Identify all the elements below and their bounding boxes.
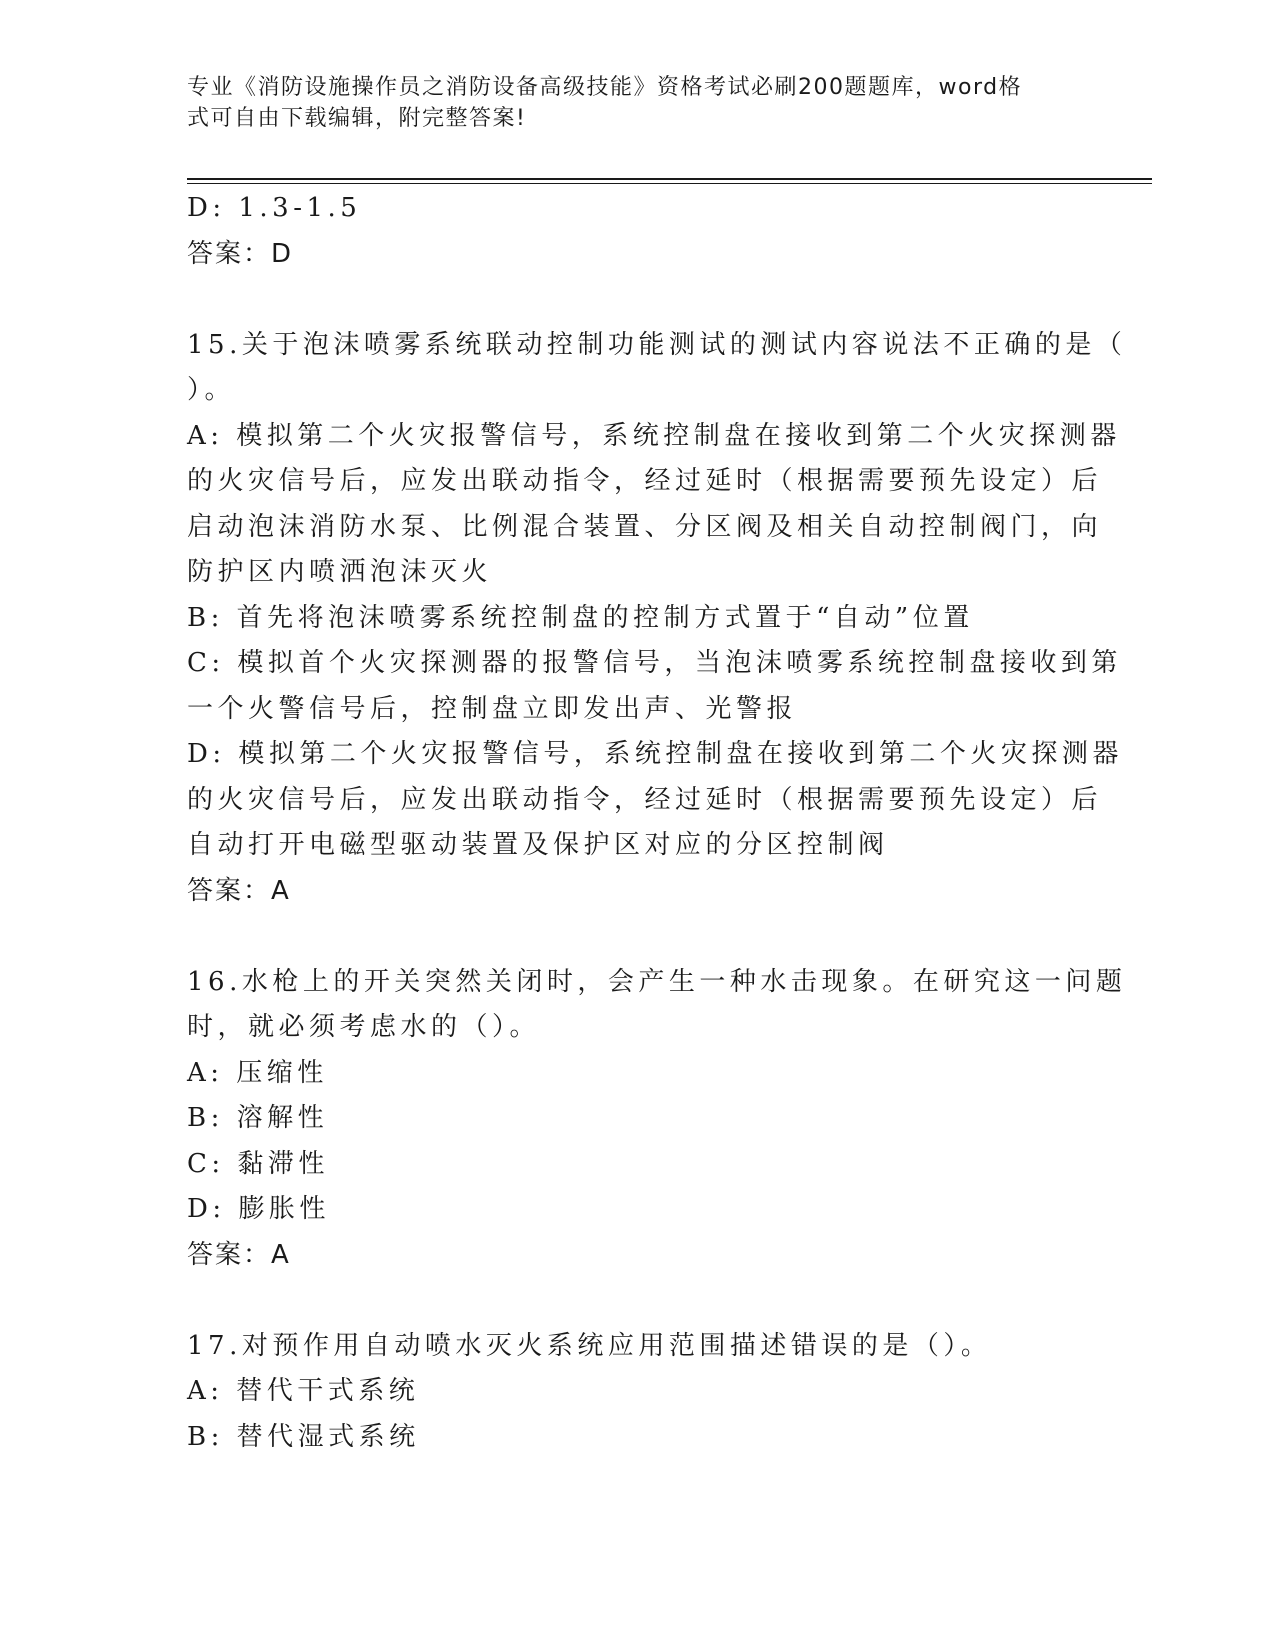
spacer: [187, 277, 1067, 323]
q15-option-a-line-1: A: 模拟第二个火灾报警信号，系统控制盘在接收到第二个火灾探测器: [187, 420, 1121, 451]
question-17: [187, 1324, 1067, 1461]
q15-answer: 答案：A: [187, 875, 291, 906]
q15-option-c-line-2: 一个火警信号后，控制盘立即发出声、光警报: [187, 693, 798, 724]
question-15: [187, 323, 1127, 915]
q17-stem: 17.对预作用自动喷水灭火系统应用范围描述错误的是（）。: [187, 1330, 992, 1361]
q16-option-d: D: 膨胀性: [187, 1194, 330, 1224]
header-line-1: 专业《消防设施操作员之消防设备高级技能》资格考试必刷200题题库，word格: [187, 75, 1023, 100]
header-line-2: 式可自由下载编辑，附完整答案!: [187, 106, 527, 131]
q17-option-a: A: 替代干式系统: [187, 1376, 420, 1406]
q15-option-a-line-2: 的火灾信号后，应发出联动指令，经过延时（根据需要预先设定）后: [187, 466, 1103, 496]
question-16: [187, 960, 1127, 1279]
q16-stem-line-1: 16.水枪上的开关突然关闭时，会产生一种水击现象。在研究这一问题: [187, 966, 1127, 997]
prev-answer: 答案：D: [187, 238, 294, 269]
spacer: [187, 914, 1067, 960]
header-divider-thin: [187, 183, 1152, 184]
q15-option-a-line-4: 防护区内喷洒泡沫灭火: [187, 557, 493, 587]
q16-option-a: A: 压缩性: [187, 1057, 328, 1088]
q15-stem-line-2: ）。: [187, 375, 236, 405]
q15-stem-line-1: 15.关于泡沫喷雾系统联动控制功能测试的测试内容说法不正确的是（: [187, 329, 1127, 360]
q15-option-a-line-3: 启动泡沫消防水泵、比例混合装置、分区阀及相关自动控制阀门，向: [187, 511, 1103, 542]
q15-option-b: B: 首先将泡沫喷雾系统控制盘的控制方式置于“自动”位置: [187, 602, 974, 633]
q15-option-d-line-3: 自动打开电磁型驱动装置及保护区对应的分区控制阀: [187, 830, 889, 860]
q15-option-d-line-1: D: 模拟第二个火灾报警信号，系统控制盘在接收到第二个火灾探测器: [187, 739, 1123, 769]
q16-answer: 答案：A: [187, 1239, 291, 1270]
spacer: [187, 1278, 1067, 1324]
q15-option-c-line-1: C: 模拟首个火灾探测器的报警信号，当泡沫喷雾系统控制盘接收到第: [187, 648, 1122, 678]
question-content: [187, 186, 1127, 1460]
prev-option-d: D: 1.3-1.5: [187, 193, 362, 223]
q15-option-d-line-2: 的火灾信号后，应发出联动指令，经过延时（根据需要预先设定）后: [187, 784, 1103, 815]
q17-option-b: B: 替代湿式系统: [187, 1421, 420, 1452]
q16-option-b: B: 溶解性: [187, 1103, 329, 1133]
q16-option-c: C: 黏滞性: [187, 1148, 329, 1179]
document-header: [187, 72, 1067, 134]
q16-stem-line-2: 时，就必须考虑水的（）。: [187, 1012, 541, 1042]
header-divider-thick: [187, 178, 1152, 180]
